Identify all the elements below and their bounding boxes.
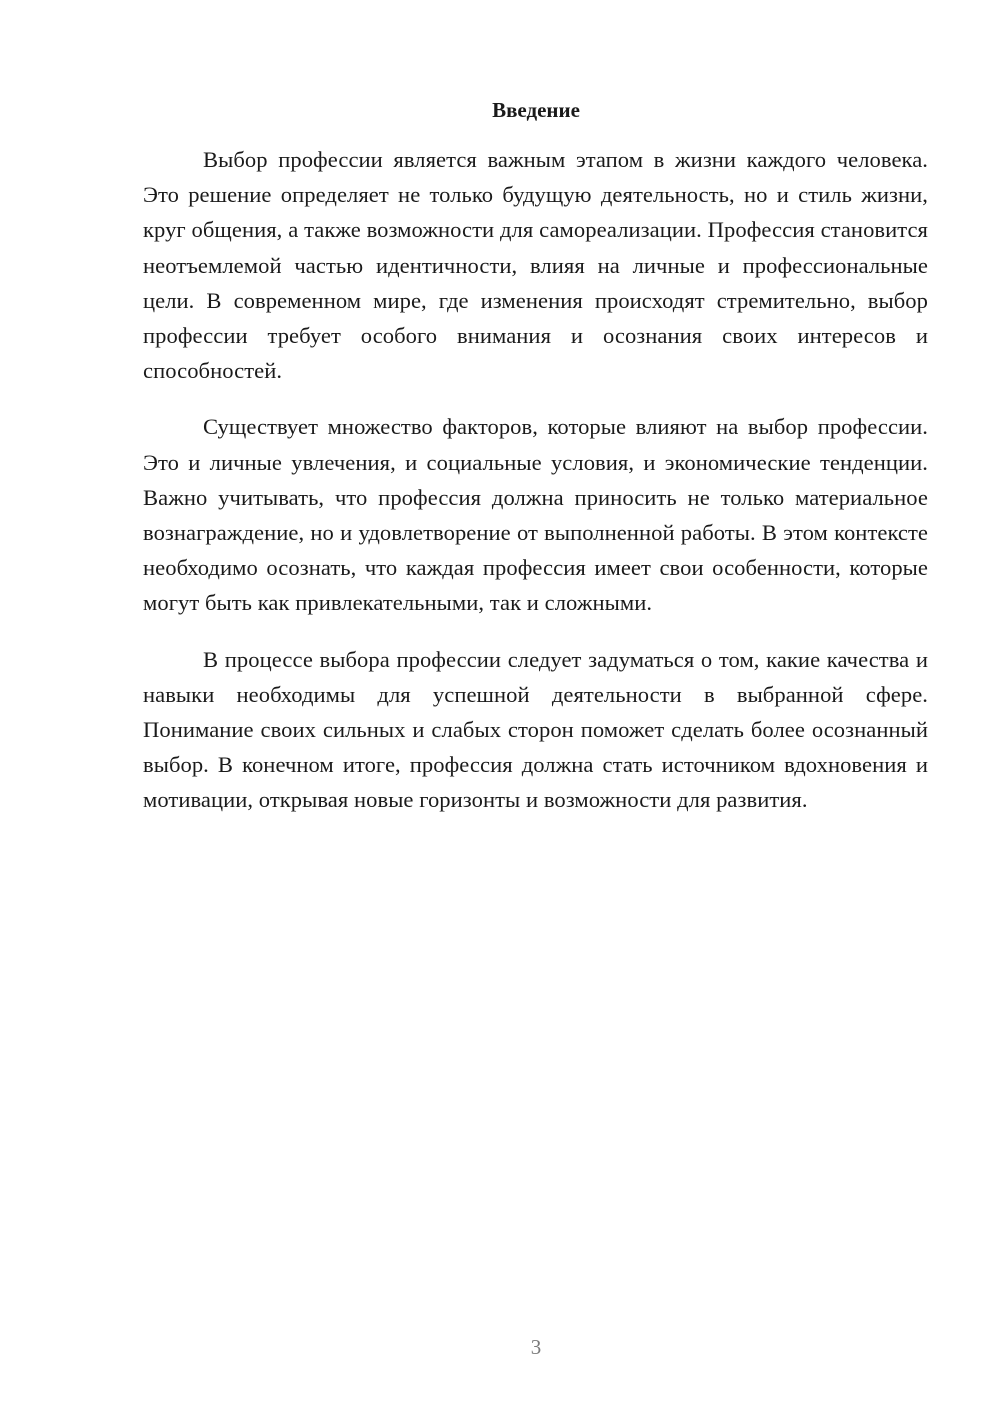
paragraph-3: В процессе выбора профессии следует задуматься о том, какие качества и навыки необходимы для успешной деятельности в выбранной сфере. Понимание своих сильных и слабых сторон поможет сделать более осознанный выбор. В конечном итоге, профессия должна стать источником вдохновения и мотивации, открывая новые горизонты и возможности для развития. xyxy=(143,646,928,813)
paragraph-1: Выбор профессии является важным этапом в жизни каждого человека. Это решение определяет не только будущую деятельность, но и стиль жизни, круг общения, а также возможности для самореализации. Профессия становится неотъемлемой частью идентичности, влияя на личные и профессиональные цели. В современном мире, где изменения происходят стремительно, выбор профессии требует особого внимания и осознания своих интересов и способностей. xyxy=(143,147,928,384)
body-text xyxy=(143,142,928,839)
page-number: 3 xyxy=(530,1335,542,1359)
section-heading: Введение xyxy=(492,98,580,122)
paragraph-2: Существует множество факторов, которые влияют на выбор профессии. Это и личные увлечения, и социальные условия, и экономические тенденции. Важно учитывать, что профессия должна приносить не только материальное вознаграждение, но и удовлетворение от выполненной работы. В этом контексте необходимо осознать, что каждая профессия имеет свои особенности, которые могут быть как привлекательными, так и сложными. xyxy=(143,414,928,616)
